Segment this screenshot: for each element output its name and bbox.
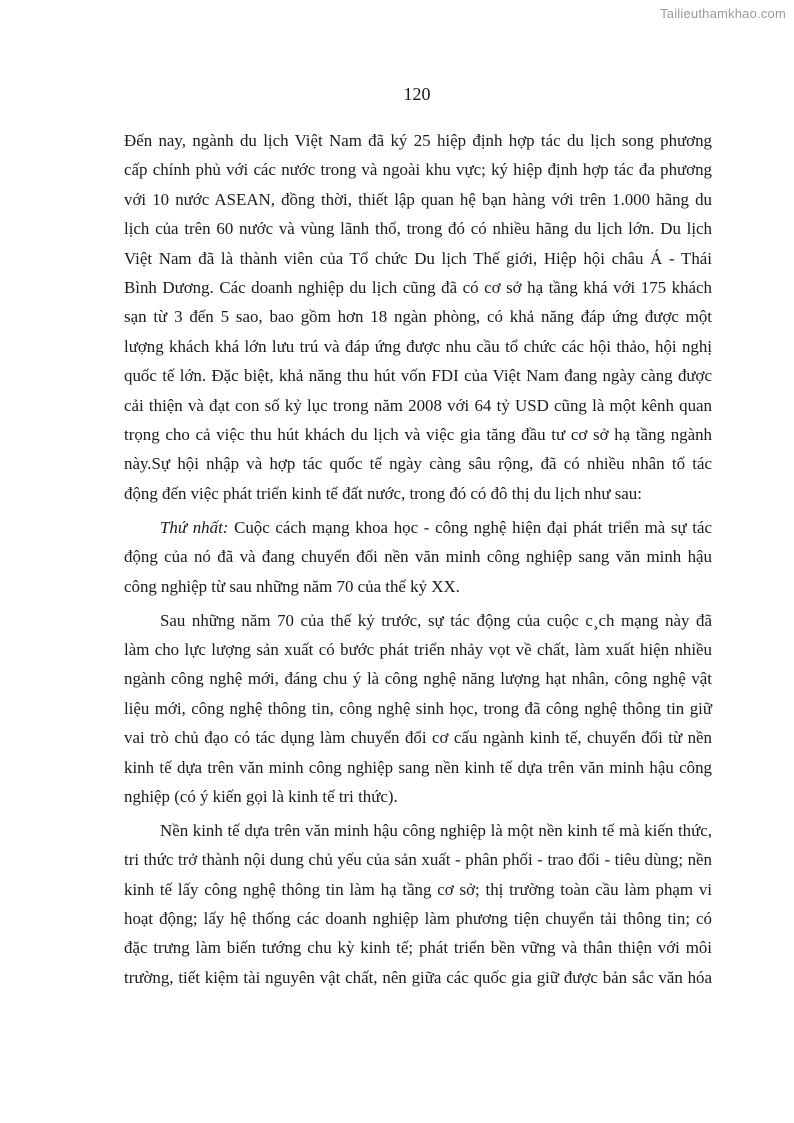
paragraph-3 [124, 606, 712, 812]
text-line: lịch của trên 60 nước và vùng lãnh thổ, trong đó có nhiều hãng du lịch lớn. Du lịch [124, 219, 712, 239]
text-line: quốc tế lớn. Đặc biệt, khả năng thu hút vốn FDI của Việt Nam đang ngày càng được [124, 366, 712, 386]
text-line: kinh tế dựa trên văn minh công nghiệp sang nền kinh tế dựa trên văn minh hậu công [124, 757, 712, 777]
text-line: trọng cho cả việc thu hút khách du lịch và việc gia tăng đầu tư cơ sở hạ tầng ngành [124, 425, 712, 445]
text-line: đặc trưng làm biến tướng chu kỳ kinh tế; phát triển bền vững và thân thiện với môi [124, 938, 712, 958]
paragraph-1 [124, 126, 712, 508]
text-line: kinh tế lấy công nghệ thông tin làm hạ tầng cơ sở; thị trường toàn cầu làm phạm vi [124, 879, 712, 899]
text-line: Sau những năm 70 của thế kỷ trước, sự tác động của cuộc c¸ch mạng này đã [160, 610, 712, 630]
document-body [124, 126, 712, 992]
text-line: trường, tiết kiệm tài nguyên vật chất, nên giữa các quốc gia giữ được bản sắc văn hóa [124, 967, 712, 987]
text-line: cải thiện và đạt con số kỷ lục trong năm 2008 với 64 tỷ USD cũng là một kênh quan [124, 395, 712, 415]
text-line: lượng khách khá lớn lưu trú và đáp ứng được nhu cầu tổ chức các hội thảo, hội nghị [124, 336, 712, 356]
text-line: sạn từ 3 đến 5 sao, bao gồm hơn 18 ngàn phòng, có khả năng đáp ứng được một [124, 307, 712, 327]
text-line: này.Sự hội nhập và hợp tác quốc tế ngày càng sâu rộng, đã có nhiều nhân tố tác [124, 454, 712, 474]
watermark: Tailieuthamkhao.com [660, 6, 786, 21]
text-line: hoạt động; lấy hệ thống các doanh nghiệp làm phương tiện chuyển tải thông tin; có [124, 909, 712, 929]
paragraph-lead-italic: Thứ nhất: [160, 517, 229, 537]
paragraph-2 [124, 513, 712, 601]
text-segment: Cuộc cách mạng khoa học - công nghệ hiện đại phát triển mà sự tác [228, 517, 712, 537]
text-line: Bình Dương. Các doanh nghiệp du lịch cũng đã có cơ sở hạ tầng khá với 175 khách [124, 278, 712, 298]
text-line: làm cho lực lượng sản xuất có bước phát triển nhảy vọt về chất, làm xuất hiện nhiều [124, 639, 712, 659]
text-line: Việt Nam đã là thành viên của Tổ chức Du lịch Thế giới, Hiệp hội châu Á - Thái [124, 248, 712, 268]
text-line [124, 513, 712, 542]
text-line: ngành công nghệ mới, đáng chu ý là công nghệ năng lượng hạt nhân, công nghệ vật [124, 669, 712, 689]
paragraph-4 [124, 816, 712, 992]
text-line: nghiệp (có ý kiến gọi là kinh tế tri thức). [124, 786, 398, 806]
text-line: động đến việc phát triển kinh tế đất nước, trong đó có đô thị du lịch như sau: [124, 483, 642, 503]
page-number: 120 [403, 84, 431, 104]
text-line: với 10 nước ASEAN, đồng thời, thiết lập quan hệ bạn hàng với trên 1.000 hãng du [124, 189, 712, 209]
text-line: động của nó đã và đang chuyển đổi nền văn minh công nghiệp sang văn minh hậu [124, 547, 712, 567]
text-line: liệu mới, công nghệ thông tin, công nghệ sinh học, trong đã công nghệ thông tin giữ [124, 698, 712, 718]
text-line: cấp chính phủ với các nước trong và ngoài khu vực; ký hiệp định hợp tác đa phương [124, 160, 712, 180]
text-line: tri thức trở thành nội dung chủ yếu của sản xuất - phân phối - trao đổi - tiêu dùng; nền [124, 850, 712, 870]
text-line: Nền kinh tế dựa trên văn minh hậu công nghiệp là một nền kinh tế mà kiến thức, [160, 820, 712, 840]
text-line: công nghiệp từ sau những năm 70 của thế kỷ XX. [124, 576, 460, 596]
text-line: Đến nay, ngành du lịch Việt Nam đã ký 25 hiệp định hợp tác du lịch song phương [124, 131, 712, 150]
text-line: vai trò chủ đạo có tác dụng làm chuyển đổi cơ cấu ngành kinh tế, chuyển đổi từ nền [124, 728, 712, 748]
